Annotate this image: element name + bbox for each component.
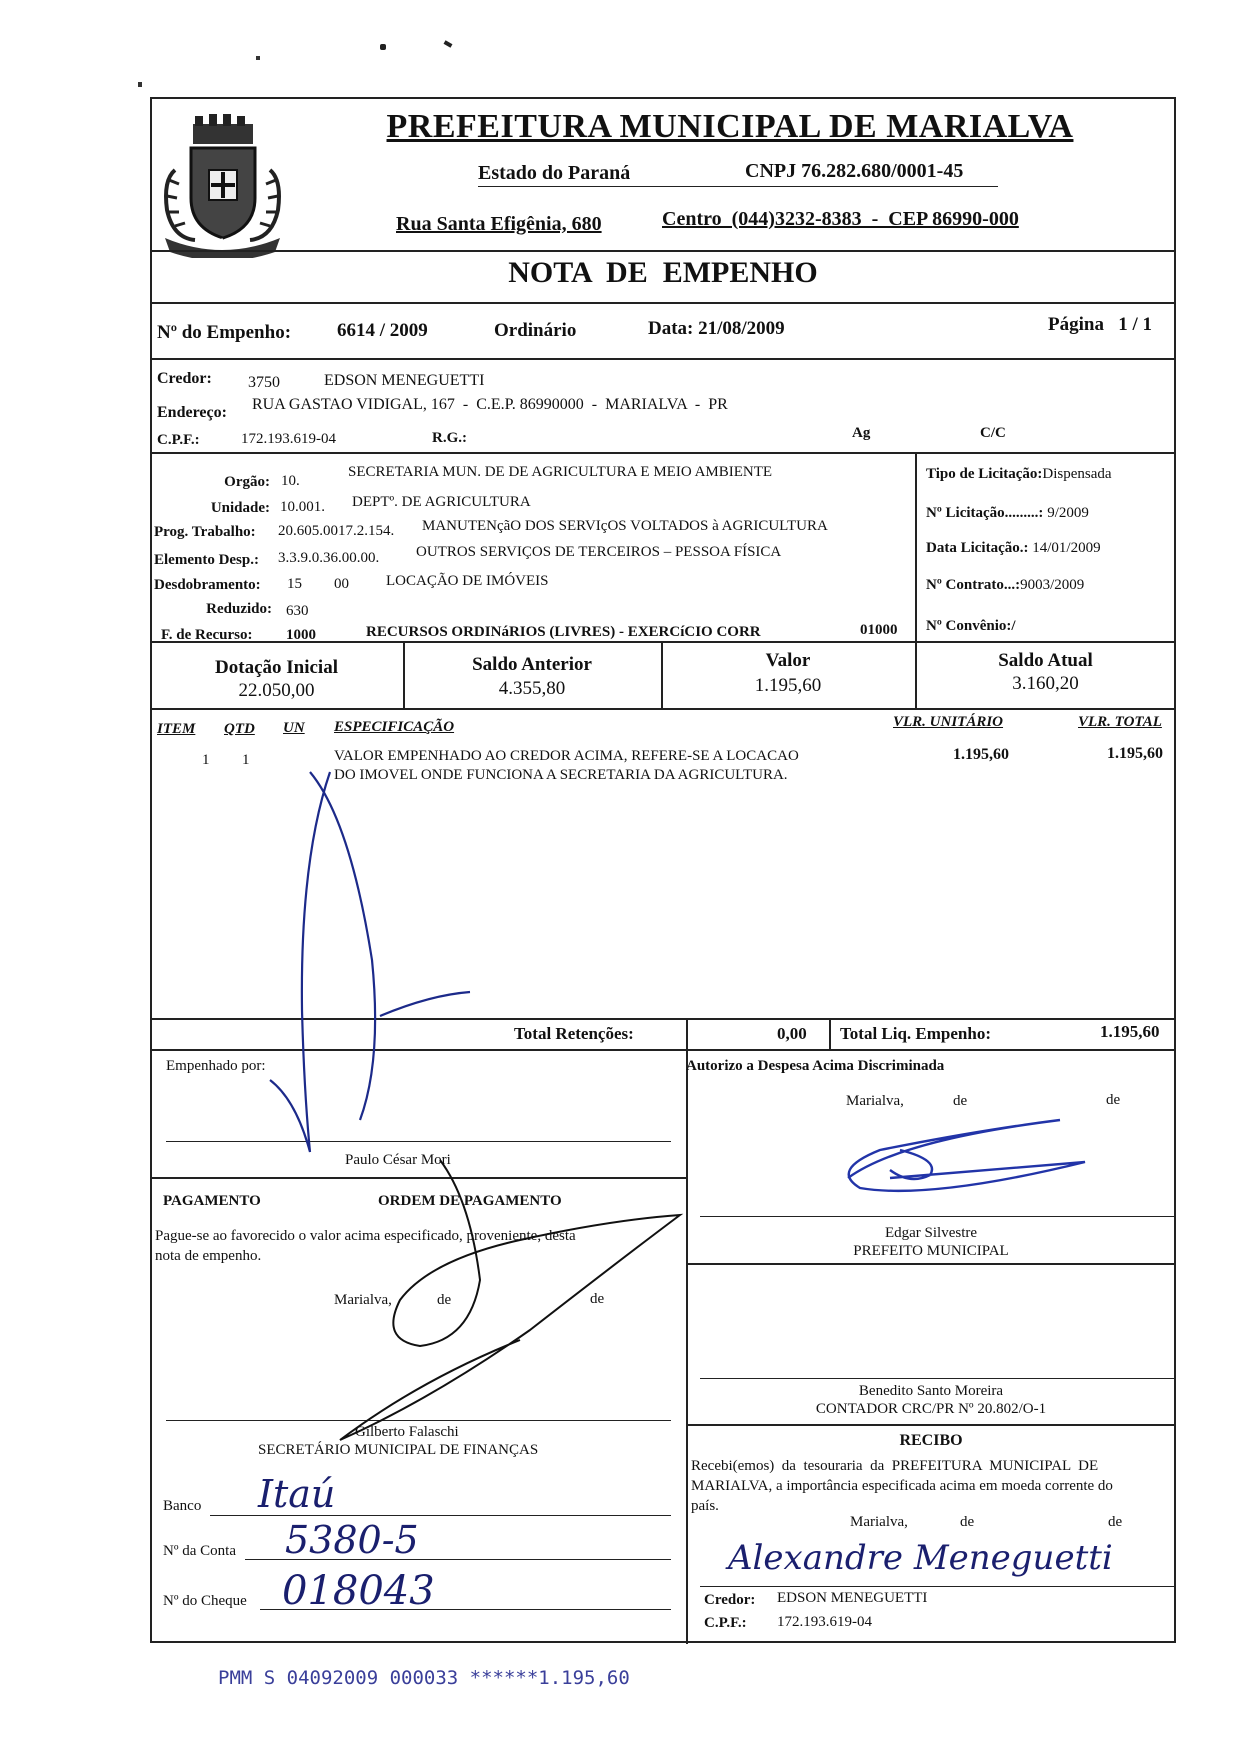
cc-label: C/C (980, 425, 1006, 441)
prog-label: Prog. Trabalho: (154, 524, 256, 540)
col-vlr-total: VLR. TOTAL (1078, 714, 1162, 730)
num-contrato-label: Nº Contrato...: (926, 577, 1021, 593)
item-qtd: 1 (242, 752, 250, 768)
address-street: Rua Santa Efigênia, 680 (396, 213, 602, 235)
data-licitacao-value: 14/01/2009 (1032, 540, 1101, 556)
cnpj-label: CNPJ 76.282.680/0001-45 (745, 160, 964, 182)
orgao-code: 10. (281, 473, 300, 489)
recibo-signature: Alexandre Meneguetti (728, 1538, 1113, 1578)
recibo-cpf-label: C.P.F.: (704, 1615, 747, 1631)
tipo-licitacao-label: Tipo de Licitação: (926, 466, 1043, 482)
col-item: ITEM (157, 721, 196, 737)
page-title: PREFEITURA MUNICIPAL DE MARIALVA (386, 108, 1074, 145)
secretario-role: SECRETÁRIO MUNICIPAL DE FINANÇAS (258, 1442, 539, 1458)
desdobramento-label: Desdobramento: (154, 577, 261, 593)
recibo-text1: Recebi(emos) da tesouraria da PREFEITURA MUNICIPAL DE (691, 1458, 1099, 1474)
empenhado-label: Empenhado por: (166, 1058, 266, 1074)
prefeito-role: PREFEITO MUNICIPAL (853, 1243, 1009, 1259)
recibo-credor-label: Credor: (704, 1592, 756, 1608)
conta-handwritten: 5380-5 (285, 1518, 419, 1562)
orgao-label: Orgão: (224, 474, 270, 490)
address-rest: Centro (044)3232-8383 - CEP 86990-000 (662, 208, 1019, 230)
credor-label: Credor: (157, 370, 212, 387)
recibo-title: RECIBO (899, 1432, 963, 1449)
prog-code: 20.605.0017.2.154. (278, 523, 395, 539)
state-label: Estado do Paraná (478, 162, 631, 184)
fonte-code: 1000 (286, 627, 316, 643)
empenho-number-label: Nº do Empenho: (157, 322, 292, 343)
dotacao-value: 22.050,00 (238, 680, 315, 701)
item-spec-line2: DO IMOVEL ONDE FUNCIONA A SECRETARIA DA AGRICULTURA. (334, 767, 788, 783)
recibo-de2: de (1108, 1514, 1123, 1530)
cheque-handwritten: 018043 (282, 1568, 435, 1614)
unidade-code: 10.001. (280, 499, 325, 515)
conta-label: Nº da Conta (163, 1543, 236, 1559)
num-licitacao-label: Nº Licitação.........: (926, 505, 1044, 521)
secretario-name: Gilberto Falaschi (355, 1424, 459, 1440)
desdobramento-code1: 15 (287, 576, 302, 592)
empenho-type: Ordinário (494, 320, 577, 341)
banco-handwritten: Itaú (258, 1472, 336, 1516)
valor-value: 1.195,60 (754, 675, 822, 696)
num-convenio-label: Nº Convênio:/ (926, 618, 1016, 634)
reduzido-value: 630 (286, 603, 309, 619)
recibo-de1: de (960, 1514, 975, 1530)
pagamento-text2: nota de empenho. (155, 1248, 262, 1264)
col-vlr-unitario: VLR. UNITÁRIO (893, 714, 1004, 730)
empenho-signature-stroke (270, 772, 470, 1152)
prog-name: MANUTENçãO DOS SERVIçOS VOLTADOS à AGRICULTURA (422, 518, 828, 534)
prefeito-name: Edgar Silvestre (884, 1225, 978, 1241)
tipo-licitacao-value: Dispensada (1042, 466, 1112, 482)
item-spec-line1: VALOR EMPENHADO AO CREDOR ACIMA, REFERE-SE A LOCACAO (334, 748, 799, 764)
item-number: 1 (202, 752, 210, 768)
cpf-label: C.P.F.: (157, 432, 200, 448)
valor-label: Valor (765, 650, 811, 671)
elemento-name: OUTROS SERVIÇOS DE TERCEIROS – PESSOA FÍSICA (416, 544, 782, 560)
saldo-atual-label: Saldo Atual (998, 650, 1093, 671)
credor-address: RUA GASTAO VIDIGAL, 167 - C.E.P. 86990000 - MARIALVA - PR (252, 396, 728, 413)
credor-code: 3750 (248, 374, 280, 391)
autorizo-de1: de (953, 1093, 968, 1109)
recibo-text2: MARIALVA, a importância especificada acima em moeda corrente do (691, 1478, 1113, 1494)
fonte-label: F. de Recurso: (161, 627, 253, 643)
autorizo-de2: de (1106, 1092, 1121, 1108)
total-retencoes-label: Total Retenções: (514, 1024, 634, 1043)
col-qtd: QTD (224, 721, 255, 737)
pagamento-label: PAGAMENTO (163, 1193, 261, 1209)
autorizo-signature-stroke (848, 1120, 1085, 1191)
autorizo-label: Autorizo a Despesa Acima Discriminada (686, 1058, 945, 1074)
contador-name: Benedito Santo Moreira (858, 1383, 1004, 1399)
item-vlr-unitario: 1.195,60 (953, 746, 1009, 763)
desdobramento-code2: 00 (334, 576, 349, 592)
rg-label: R.G.: (432, 430, 467, 446)
num-contrato-value: 9003/2009 (1020, 577, 1085, 593)
empenho-date: Data: 21/08/2009 (648, 318, 785, 339)
unidade-label: Unidade: (210, 500, 270, 516)
num-licitacao-value: 9/2009 (1047, 505, 1089, 521)
doc-title: NOTA DE EMPENHO (508, 256, 818, 289)
orgao-name: SECRETARIA MUN. DE DE AGRICULTURA E MEIO AMBIENTE (348, 464, 773, 480)
data-licitacao-label: Data Licitação.: (926, 540, 1029, 556)
address-label: Endereço: (157, 404, 227, 421)
credor-name: EDSON MENEGUETTI (324, 372, 485, 389)
pagamento-signature-stroke (340, 1160, 680, 1440)
empenhado-name: Paulo César Mori (345, 1152, 451, 1168)
total-liq-value: 1.195,60 (1100, 1022, 1160, 1041)
recibo-text3: país. (691, 1498, 719, 1514)
banco-label: Banco (163, 1498, 202, 1514)
col-especificacao: ESPECIFICAÇÃO (334, 719, 455, 735)
col-un: UN (283, 720, 305, 736)
credor-cpf: 172.193.619-04 (241, 431, 336, 447)
crest-banner-text: MARIALVA (197, 238, 249, 248)
total-liq-label: Total Liq. Empenho: (840, 1024, 991, 1043)
saldo-anterior-value: 4.355,80 (498, 678, 566, 699)
footer-stamp: PMM S 04092009 000033 ******1.195,60 (218, 1667, 630, 1689)
empenho-number: 6614 / 2009 (337, 320, 428, 341)
saldo-anterior-label: Saldo Anterior (472, 654, 592, 675)
contador-role: CONTADOR CRC/PR Nº 20.802/O-1 (815, 1401, 1047, 1417)
dotacao-label: Dotação Inicial (215, 657, 338, 678)
page-number: Página 1 / 1 (1048, 314, 1152, 335)
pagamento-city: Marialva, (334, 1292, 392, 1308)
pagamento-de2: de (590, 1291, 605, 1307)
elemento-label: Elemento Desp.: (154, 552, 259, 568)
fonte-code2: 01000 (860, 622, 898, 638)
recibo-city: Marialva, (850, 1514, 908, 1530)
autorizo-city: Marialva, (846, 1093, 904, 1109)
reduzido-label: Reduzido: (206, 601, 272, 617)
pagamento-text1: Pague-se ao favorecido o valor acima especificado, proveniente, desta (155, 1228, 576, 1244)
recibo-credor: EDSON MENEGUETTI (777, 1590, 928, 1606)
cheque-label: Nº do Cheque (163, 1593, 247, 1609)
ordem-pagamento-label: ORDEM DE PAGAMENTO (378, 1193, 562, 1209)
recibo-cpf: 172.193.619-04 (777, 1614, 872, 1630)
total-retencoes-value: 0,00 (777, 1024, 807, 1043)
saldo-atual-value: 3.160,20 (1012, 673, 1079, 694)
desdobramento-name: LOCAÇÃO DE IMÓVEIS (386, 573, 549, 589)
unidade-name: DEPTº. DE AGRICULTURA (352, 494, 531, 510)
item-vlr-total: 1.195,60 (1107, 745, 1163, 762)
elemento-code: 3.3.9.0.36.00.00. (278, 550, 380, 566)
ag-label: Ag (852, 425, 871, 441)
pagamento-de1: de (437, 1292, 452, 1308)
fonte-name: RECURSOS ORDINáRIOS (LIVRES) - EXERCíCIO CORR (366, 624, 761, 640)
